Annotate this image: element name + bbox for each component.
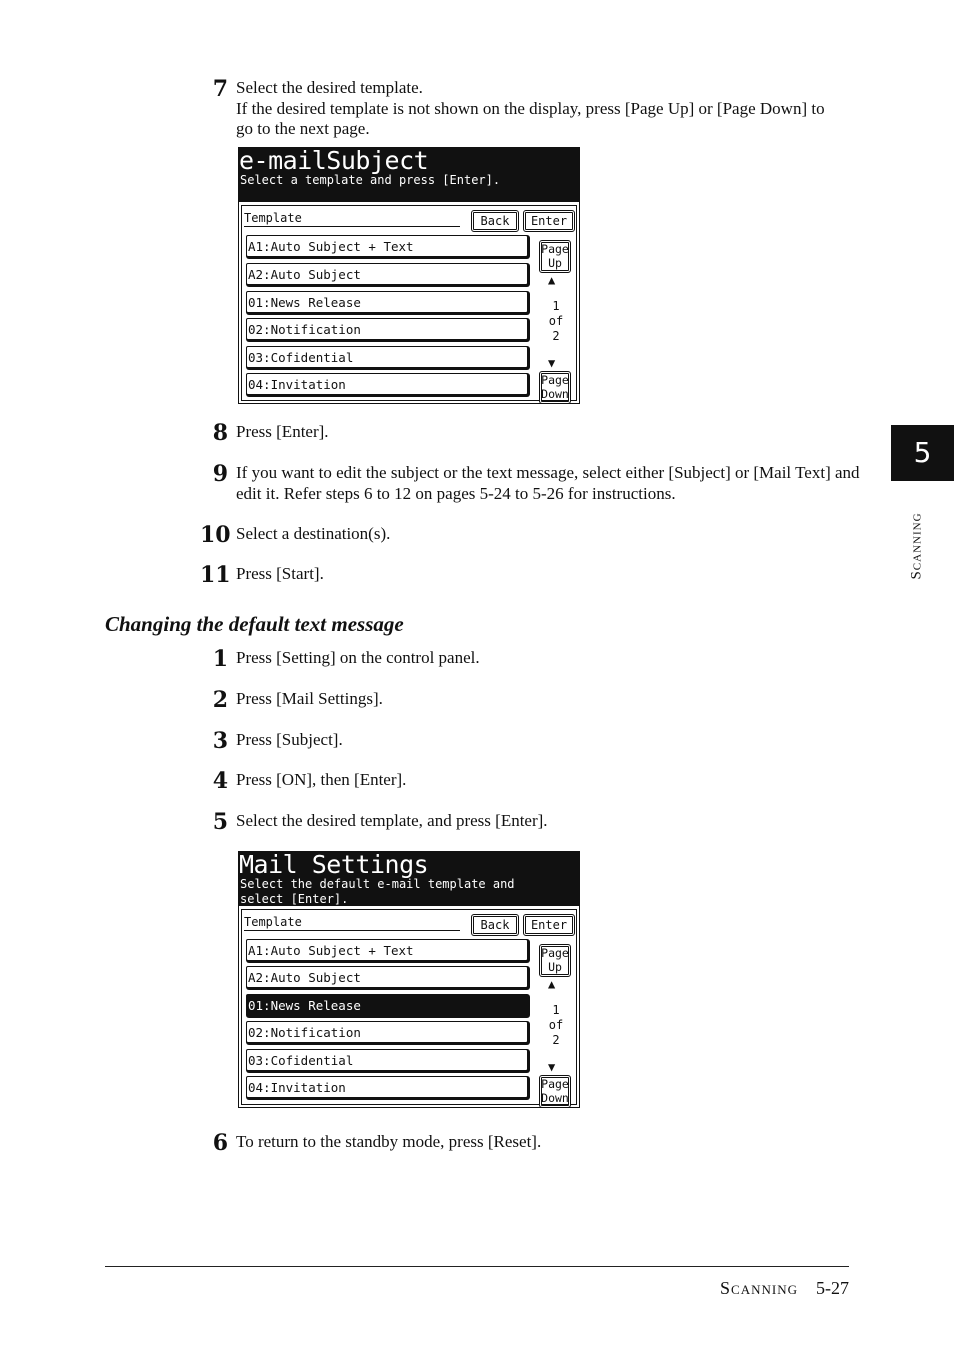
step-4 (200, 768, 860, 794)
template-item-selected[interactable]: 01:News Release (246, 994, 528, 1016)
screen-subtitle: Select the default e-mail template and select [Enter]. (240, 877, 515, 906)
screen-header (239, 852, 579, 906)
footer-section: Scanning (720, 1278, 798, 1298)
step-7 (200, 78, 860, 140)
page-up-button[interactable]: Page Up (539, 240, 571, 273)
step-number: 3 (212, 728, 228, 754)
enter-button[interactable]: Enter (523, 210, 575, 232)
template-item[interactable]: 02:Notification (246, 318, 528, 340)
step-text: Press [Enter]. (236, 422, 329, 441)
page-up-button[interactable]: Page Up (539, 944, 571, 977)
section-title: Changing the default text message (105, 612, 404, 636)
template-item[interactable]: A1:Auto Subject + Text (246, 235, 528, 257)
page-down-button[interactable]: Page Down (539, 1075, 571, 1108)
step-8 (200, 420, 860, 446)
step-number: 10 (200, 522, 231, 548)
step-text: Press [Subject]. (236, 730, 343, 749)
lcd-screen-email-subject (238, 147, 580, 404)
step-number: 8 (212, 420, 228, 446)
step-10 (200, 522, 860, 548)
template-label: Template (244, 914, 460, 931)
template-item[interactable]: 03:Cofidential (246, 346, 528, 368)
page-footer (720, 1278, 849, 1299)
screen-body (241, 205, 577, 401)
step-text: Press [Setting] on the control panel. (236, 648, 480, 667)
step-text: Select the desired template. (236, 78, 423, 97)
screen-title: e-mailSubject (239, 146, 429, 175)
step-9 (200, 463, 860, 504)
footer-divider (105, 1266, 849, 1267)
back-button[interactable]: Back (471, 914, 519, 936)
screen-title: Mail Settings (239, 850, 429, 879)
step-number: 5 (212, 809, 228, 835)
template-label: Template (244, 210, 460, 227)
step-number: 1 (212, 646, 228, 672)
enter-button[interactable]: Enter (523, 914, 575, 936)
page-counter: 1 of 2 (548, 299, 564, 343)
step-subtext: If the desired template is not shown on the display, press [Page Up] or [Page Down] to go to the next page. (236, 98, 825, 138)
step-1 (200, 646, 860, 672)
step-number: 4 (212, 768, 228, 794)
template-item[interactable]: 03:Cofidential (246, 1049, 528, 1071)
step-text: Press [ON], then [Enter]. (236, 770, 407, 789)
step-text: Select the desired template, and press [Enter]. (236, 811, 548, 830)
step-6 (200, 1130, 860, 1156)
step-text: Press [Start]. (236, 564, 324, 583)
template-item[interactable]: 02:Notification (246, 1021, 528, 1043)
template-item[interactable]: 04:Invitation (246, 373, 528, 395)
template-item[interactable]: A1:Auto Subject + Text (246, 939, 528, 961)
page-down-button[interactable]: Page Down (539, 371, 571, 404)
lcd-screen-mail-settings (238, 851, 580, 1108)
step-text: Press [Mail Settings]. (236, 689, 383, 708)
screen-subtitle: Select a template and press [Enter]. (240, 173, 501, 187)
arrow-down-icon: ▼ (548, 356, 556, 370)
step-text: Select a destination(s). (236, 524, 391, 543)
page-counter: 1 of 2 (548, 1003, 564, 1047)
back-button[interactable]: Back (471, 210, 519, 232)
step-text: If you want to edit the subject or the text message, select either [Subject] or [Mail Text] and edit it. Refer steps 6 to 12 on pages 5-24 to 5-26 for instructions. (236, 463, 860, 503)
step-2 (200, 687, 860, 713)
step-number: 9 (212, 461, 228, 487)
step-number: 2 (212, 687, 228, 713)
chapter-tab: 5 (891, 425, 954, 481)
chapter-label: Scanning (908, 512, 925, 580)
arrow-down-icon: ▼ (548, 1060, 556, 1074)
page-number: 5-27 (816, 1278, 849, 1298)
template-item[interactable]: A2:Auto Subject (246, 966, 528, 988)
template-item[interactable]: A2:Auto Subject (246, 263, 528, 285)
step-number: 11 (200, 562, 231, 588)
step-number: 7 (212, 76, 228, 102)
step-11 (200, 562, 860, 588)
arrow-up-icon: ▲ (548, 977, 556, 991)
step-text: To return to the standby mode, press [Reset]. (236, 1132, 542, 1151)
template-item[interactable]: 01:News Release (246, 291, 528, 313)
arrow-up-icon: ▲ (548, 273, 556, 287)
step-3 (200, 728, 860, 754)
screen-body (241, 909, 577, 1105)
screen-header (239, 148, 579, 202)
step-number: 6 (212, 1130, 228, 1156)
step-5 (200, 809, 860, 835)
template-item[interactable]: 04:Invitation (246, 1076, 528, 1098)
